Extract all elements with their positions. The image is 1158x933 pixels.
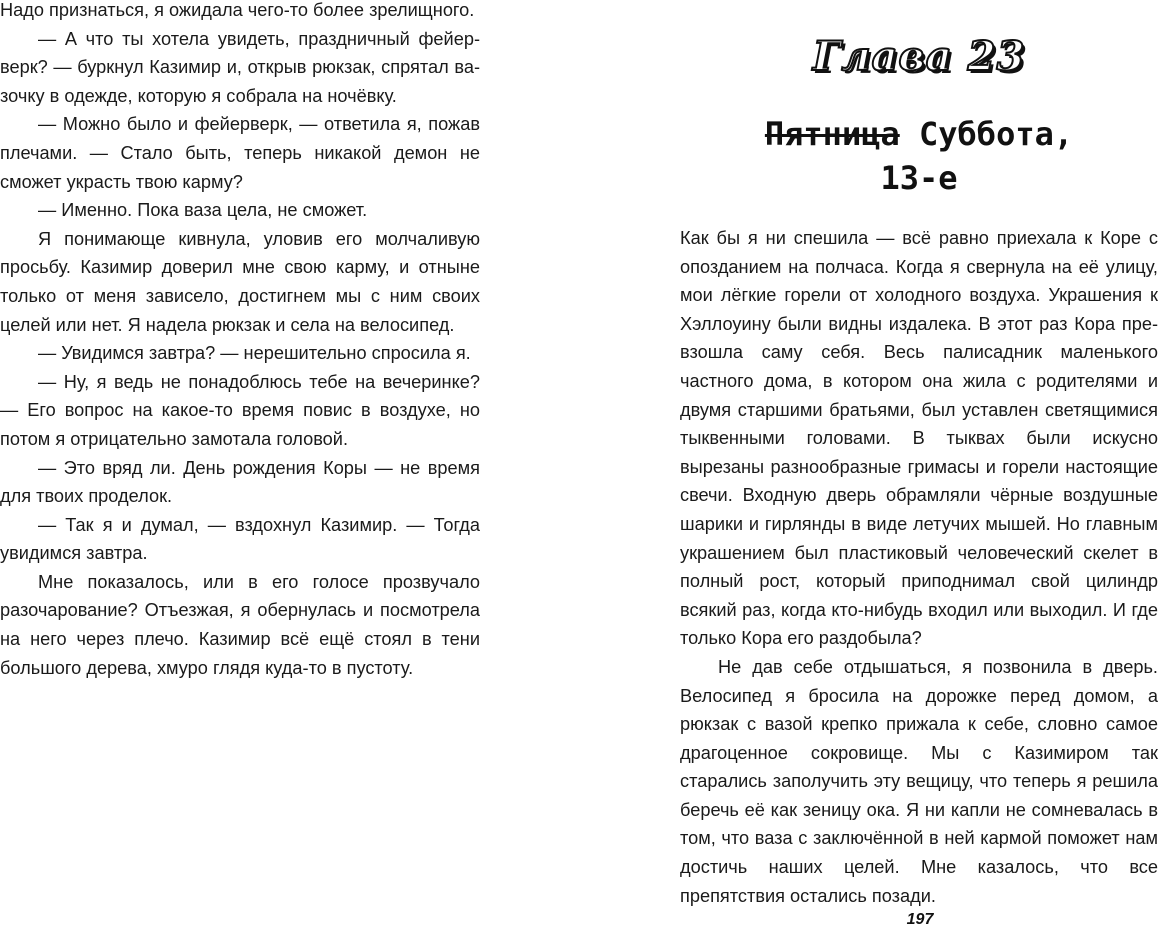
paragraph: Мне показалось, или в его голосе прозвучало разочарование? Отъезжая, я обернулась и посмотрела на него через плечо. Казимир всё ещё стоял в тени большого дерева, хмуро глядя куда-то в пустоту. [0, 571, 480, 678]
paragraph: — Это вряд ли. День рождения Коры — не время для твоих проделок. [0, 457, 480, 507]
right-page [680, 0, 1158, 933]
paragraph: — А что ты хотела увидеть, праздничный фейерверк? — буркнул Казимир и, открыв рюкзак, спрятал вазочку в одежде, которую я собрала на ночёвку. [0, 28, 480, 106]
paragraph: — Ну, я ведь не понадоблюсь тебе на вечеринке? — Его вопрос на какое-то время повис в воздухе, но потом я отрицательно замотала головой. [0, 371, 480, 449]
paragraph: Надо признаться, я ожидала чего-то более зрелищного. [0, 0, 475, 20]
paragraph: Я понимающе кивнула, уловив его молчаливую просьбу. Казимир доверил мне свою карму, и отныне только от меня зависело, достигнем мы с ним своих целей или нет. Я надела рюкзак и села на велосипед. [0, 228, 480, 335]
paragraph: — Именно. Пока ваза цела, не сможет. [38, 200, 368, 221]
chapter-title-line1 [680, 112, 1158, 156]
left-page-text [0, 0, 480, 682]
struck-word: Пятница [764, 115, 900, 153]
chapter-heading: Глава 23 [812, 33, 1026, 80]
paragraph: Не дав себе отдышаться, я позвонила в дверь. Велосипед я бросила на дорожке перед домом, а рюкзак с вазой крепко прижала к себе, словно самое драгоценное сокровище. Мы с Казимиром так старались заполучить эту вещицу, что теперь я решила беречь её как зеницу ока. Я ни капли не сомневалась в том, что ваза с заключённой в ней кармой поможет нам достичь наших целей. Мне казалось, что все препятствия остались позади. [680, 656, 1158, 906]
paragraph: — Увидимся завтра? — нерешительно спросила я. [38, 343, 471, 364]
paragraph: — Так я и думал, — вздохнул Казимир. — Тогда увидимся завтра. [0, 514, 480, 564]
title-word: Суббота, [899, 115, 1074, 153]
paragraph: Как бы я ни спешила — всё равно приехала к Коре с опозданием на полчаса. Когда я свернула на её улицу, мои лёгкие горели от холодного воздуха. Украшения к Хэллоуину были видны издалека. В этот раз Кора превзошла саму себя. Весь палисадник маленького частного дома, в котором она жила с родителями и двумя старшими братьями, был уставлен светящимися тыквенными головами. В тыквах были искусно вырезаны разнообразные гримасы и горели настоящие свечи. Входную дверь обрамляли чёрные воздушные шарики и гирлянды в виде летучих мышей. Но главным украшением был пластиковый человеческий скелет в полный рост, который приподнимал свой цилиндр всякий раз, когда кто-нибудь входил или выходил. И где только Кора его раздобыла? [680, 228, 1158, 649]
right-page-text [680, 224, 1158, 910]
chapter-title [680, 112, 1158, 200]
paragraph: — Можно было и фейерверк, — ответила я, пожав плечами. — Стало быть, теперь никакой демон не сможет украсть твою карму? [0, 114, 480, 192]
page-number: 197 [906, 911, 934, 928]
left-page [0, 0, 480, 933]
chapter-title-line2: 13-е [880, 159, 958, 197]
